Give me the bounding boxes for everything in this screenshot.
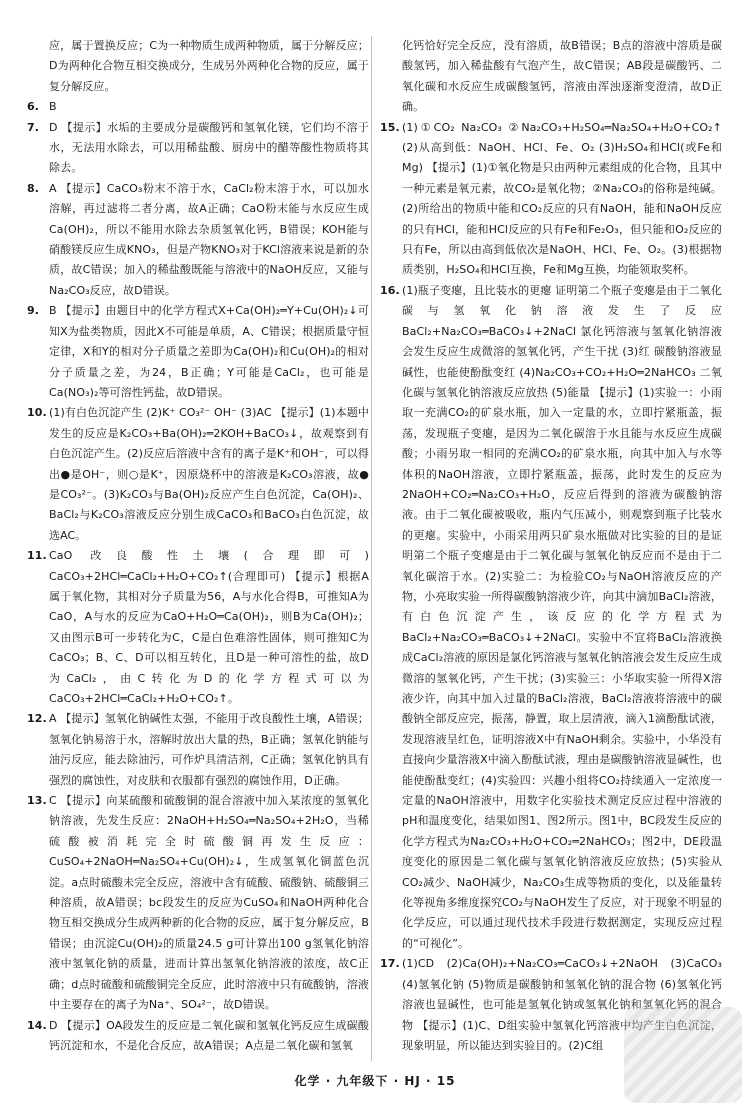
answer-text: D 【提示】水垢的主要成分是碳酸钙和氢氧化镁，它们均不溶于水，无法用水除去，可以用稀盐酸、厨房中的醋等酸性物质将其除去。 <box>49 120 369 175</box>
question-number: 6. <box>27 100 40 114</box>
question-number: 14. <box>27 1018 47 1032</box>
answer-item <box>27 118 369 179</box>
answer-text: (1)有白色沉淀产生 (2)K⁺ CO₃²⁻ OH⁻ (3)AC 【提示】(1)本题中发生的反应是K₂CO₃+Ba(OH)₂═2KOH+BaCO₃↓，故观察到有白色沉淀产生。(2)反应后溶液中含有的离子是K⁺和OH⁻，可以得出●是OH⁻，则○是K⁺，因原烧杯中的溶液是K₂CO₃溶液，故●是CO₃²⁻。(3)K₂CO₃与Ba(OH)₂反应产生白色沉淀，Ca(OH)₂、BaCl₂与K₂CO₃溶液反应分别生成CaCO₃和BaCO₃白色沉淀，故选AC。 <box>49 406 369 542</box>
answer-text: (1)CD (2)Ca(OH)₂+Na₂CO₃═CaCO₃↓+2NaOH (3)CaCO₃ (4)氢氧化钠 (5)物质是碳酸钠和氢氧化钠的混合物 (6)氢氧化钙溶液也显碱性，也可能是氢氧化钠或氢氧化钠和氢氧化钙的混合物 【提示】(1)C、D组实验中氢氧化钙溶液中均产生白色沉淀，现象明显，所以能达到实验目的。(2)C组 <box>402 957 722 1052</box>
question-number: 11. <box>27 549 47 563</box>
answer-item <box>27 709 369 791</box>
question-number: 7. <box>27 120 40 134</box>
answer-text: A 【提示】氢氧化钠碱性太强，不能用于改良酸性土壤，A错误；氢氧化钠易溶于水，溶解时放出大量的热，B正确；氢氧化钠能与油污反应，能去除油污，可作炉具清洁剂，C正确；氢氧化钠具有强烈的腐蚀性，对皮肤和衣服都有强烈的腐蚀作用，D正确。 <box>49 712 369 787</box>
question-number: 9. <box>27 304 40 318</box>
answer-text: (1)瓶子变瘪，且比装水的更瘪 证明第二个瓶子变瘪是由于二氧化碳与氢氧化钠溶液发生了反应 BaCl₂+Na₂CO₃═BaCO₃↓+2NaCl 氯化钙溶液与氢氧化钠溶液会发生反应生成微溶的氢氧化钙，产生干扰 (3)红 碳酸钠溶液显碱性，也能使酚酞变红 (4)Na₂CO₃+CO₂+H₂O═2NaHCO₃ 二氧化碳与氢氧化钠溶液反应放热 (5)能量 【提示】(1)实验一：小雨取一充满CO₂的矿泉水瓶，加入一定量的水，立即拧紧瓶盖，振荡，发现瓶子变瘪，是因为二氧化碳溶于水且能与水反应生成碳酸；小雨另取一相同的充满CO₂的矿泉水瓶，向其中加入与水等体积的NaOH溶液，立即拧紧瓶盖，振荡，此时发生的反应为2NaOH+CO₂═Na₂CO₃+H₂O，反应后得到的溶液为碳酸钠溶液。由于二氧化碳被吸收，瓶内气压减小，则观察到瓶子比装水的更瘪。实验中，小雨采用两只矿泉水瓶做对比实验的目的是证明第二个瓶子变瘪是由于二氧化碳与氢氧化钠反应而不是由于二氧化碳溶于水。(2)实验二：为检验CO₂与NaOH溶液反应的产物，小亮取实验一所得碳酸钠溶液少许，向其中滴加BaCl₂溶液，有白色沉淀产生，该反应的化学方程式为BaCl₂+Na₂CO₃═BaCO₃↓+2NaCl。实验中不宜将BaCl₂溶液换成CaCl₂溶液的原因是氯化钙溶液与氢氧化钠溶液会发生反应生成微溶的氢氧化钙，产生干扰；(3)实验三：小华取实验一所得X溶液少许，向其中加入过量的BaCl₂溶液，BaCl₂溶液将溶液中的碳酸钠全部反应完，振荡，静置，取上层清液，滴入1滴酚酞试液，发现溶液呈红色，证明溶液X中有NaOH剩余。实验中，小华没有直接向少量溶液X中滴入酚酞试液，理由是碳酸钠溶液显碱性，也能使酚酞变红；(4)实验四：兴趣小组将CO₂持续通入一定浓度一定量的NaOH溶液中，用数字化实验技术测定反应过程中溶液的pH和温度变化，结果如图1、图2所示。图1中，BC段发生反应的化学方程式为Na₂CO₃+H₂O+CO₂═2NaHCO₃；图2中，DE段温度变化的原因是二氧化碳与氢氧化钠溶液反应放热；(5)实验从CO₂减少、NaOH减少，Na₂CO₃生成等物质的变化，以及能量转化等视角多维度探究CO₂与NaOH发生了反应，对于现象不明显的化学反应，可以通过现代技术手段进行数据测定，实现反应过程的“可视化”。 <box>402 283 722 950</box>
answer-text: D 【提示】OA段发生的反应是二氧化碳和氢氧化钙反应生成碳酸钙沉淀和水，不是化合反应，故A错误；A点是二氧化碳和氢氧 <box>49 1018 369 1052</box>
answer-text: B 【提示】由题目中的化学方程式X+Ca(OH)₂═Y+Cu(OH)₂↓可知X为盐类物质，因此X不可能是单质，A、C错误；根据质量守恒定律，X和Y的相对分子质量之差即为Ca(OH)₂和Cu(OH)₂的相对分子质量之差，为24，B正确；Y可能是CaCl₂，也可能是Ca(NO₃)₂等可溶性钙盐，故D错误。 <box>49 304 369 399</box>
answer-item <box>27 179 369 301</box>
question-number: 8. <box>27 181 40 195</box>
answer-item <box>27 791 369 1015</box>
answer-item <box>27 301 369 403</box>
answer-item <box>27 403 369 546</box>
answer-item <box>27 546 369 709</box>
question-number: 16. <box>380 283 400 297</box>
answer-text: (1)①CO₂ Na₂CO₃ ②Na₂CO₃+H₂SO₄═Na₂SO₄+H₂O+CO₂↑ (2)从高到低：NaOH、HCl、Fe、O₂ (3)H₂SO₄和HCl(或Fe和Mg) 【提示】(1)①氧化物是只由两种元素组成的化合物，且其中一种元素是氧元素，故CO₂是氧化物；②Na₂CO₃的俗称是纯碱。(2)所给出的物质中能和CO₂反应的只有NaOH，能和NaOH反应的只有HCl，能和HCl反应的只有Fe和Fe₂O₃，但只能和O₂反应的只有Fe，所以由高到低依次是NaOH、HCl、Fe、O₂。(3)根据物质类别，H₂SO₄和HCl互换，Fe和Mg互换，均能领取奖杯。 <box>402 120 722 277</box>
answer-text: 应，属于置换反应；C为一种物质生成两种物质，属于分解反应；D为两种化合物互相交换成分，生成另外两种化合物的反应，属于复分解反应。 <box>49 39 369 93</box>
answer-text: CaO 改良酸性土壤(合理即可) CaCO₃+2HCl═CaCl₂+H₂O+CO₂↑(合理即可) 【提示】根据A属于氧化物，其相对分子质量为56，A与水化合得B，可推知A为CaO，A与水的反应为CaO+H₂O═Ca(OH)₂，则B为Ca(OH)₂；又由图示B可一步转化为C，C是白色难溶性固体，则可推知C为CaCO₃；B、C、D可以相互转化，且D是一种可溶性的盐，故D为CaCl₂，由C转化为D的化学方程式可以为CaCO₃+2HCl═CaCl₂+H₂O+CO₂↑。 <box>49 549 369 705</box>
watermark-logo <box>624 1007 742 1103</box>
answer-text: C 【提示】向某硫酸和硫酸铜的混合溶液中加入某浓度的氢氧化钠溶液，先发生反应：2NaOH+H₂SO₄═Na₂SO₄+2H₂O，当稀硫酸被消耗完全时硫酸铜再发生反应：CuSO₄+2NaOH═Na₂SO₄+Cu(OH)₂↓，生成氢氧化铜蓝色沉淀。a点时硫酸未完全反应，溶液中含有硫酸、硫酸钠、硫酸铜三种溶质，故A错误；bc段发生的反应为CuSO₄和NaOH两种化合物互相交换成分生成两种新的化合物的反应，属于复分解反应，B错误；由沉淀Cu(OH)₂的质量24.5 g可计算出100 g氢氧化钠溶液中氢氧化钠的质量，进而计算出氢氧化钠溶液的浓度，故C正确；d点时硫酸和硫酸铜完全反应，此时溶液中只有硫酸钠，溶液中主要存在的离子为Na⁺、SO₄²⁻，故D错误。 <box>49 794 369 1012</box>
page-footer: 化学 · 九年级下 · HJ · 15 <box>294 1074 456 1088</box>
answer-text: 化钙恰好完全反应，没有溶质，故B错误；B点的溶液中溶质是碳酸氢钙，加入稀盐酸有气泡产生，故C错误；AB段是碳酸钙、二氧化碳和水反应生成碳酸氢钙，溶液由浑浊逐渐变澄清，故D正确。 <box>402 39 722 114</box>
question-number: 10. <box>27 406 47 420</box>
question-number: 13. <box>27 794 47 808</box>
left-column <box>27 36 369 1056</box>
answer-item <box>380 118 722 281</box>
question-number: 17. <box>380 957 400 971</box>
answer-item <box>27 1016 369 1057</box>
answer-item <box>27 97 369 117</box>
answer-text: A 【提示】CaCO₃粉末不溶于水，CaCl₂粉末溶于水，可以加水溶解，再过滤将二者分离，故A正确；CaO粉末能与水反应生成Ca(OH)₂，所以不能用水除去杂质氢氧化钙，B错误；KOH能与硝酸镁反应生成KNO₃，但是产物KNO₃对于KCl溶液来说是新的杂质，故C错误；加入的稀盐酸既能与溶液中的NaOH反应，又能与Na₂CO₃反应，故D错误。 <box>49 181 369 297</box>
answer-item <box>380 281 722 954</box>
answer-item <box>27 36 369 97</box>
answer-text: B <box>49 100 57 114</box>
question-number: 12. <box>27 712 47 726</box>
column-divider <box>371 36 372 1061</box>
answer-item <box>380 36 722 118</box>
question-number: 15. <box>380 120 400 134</box>
right-column <box>380 36 722 1056</box>
